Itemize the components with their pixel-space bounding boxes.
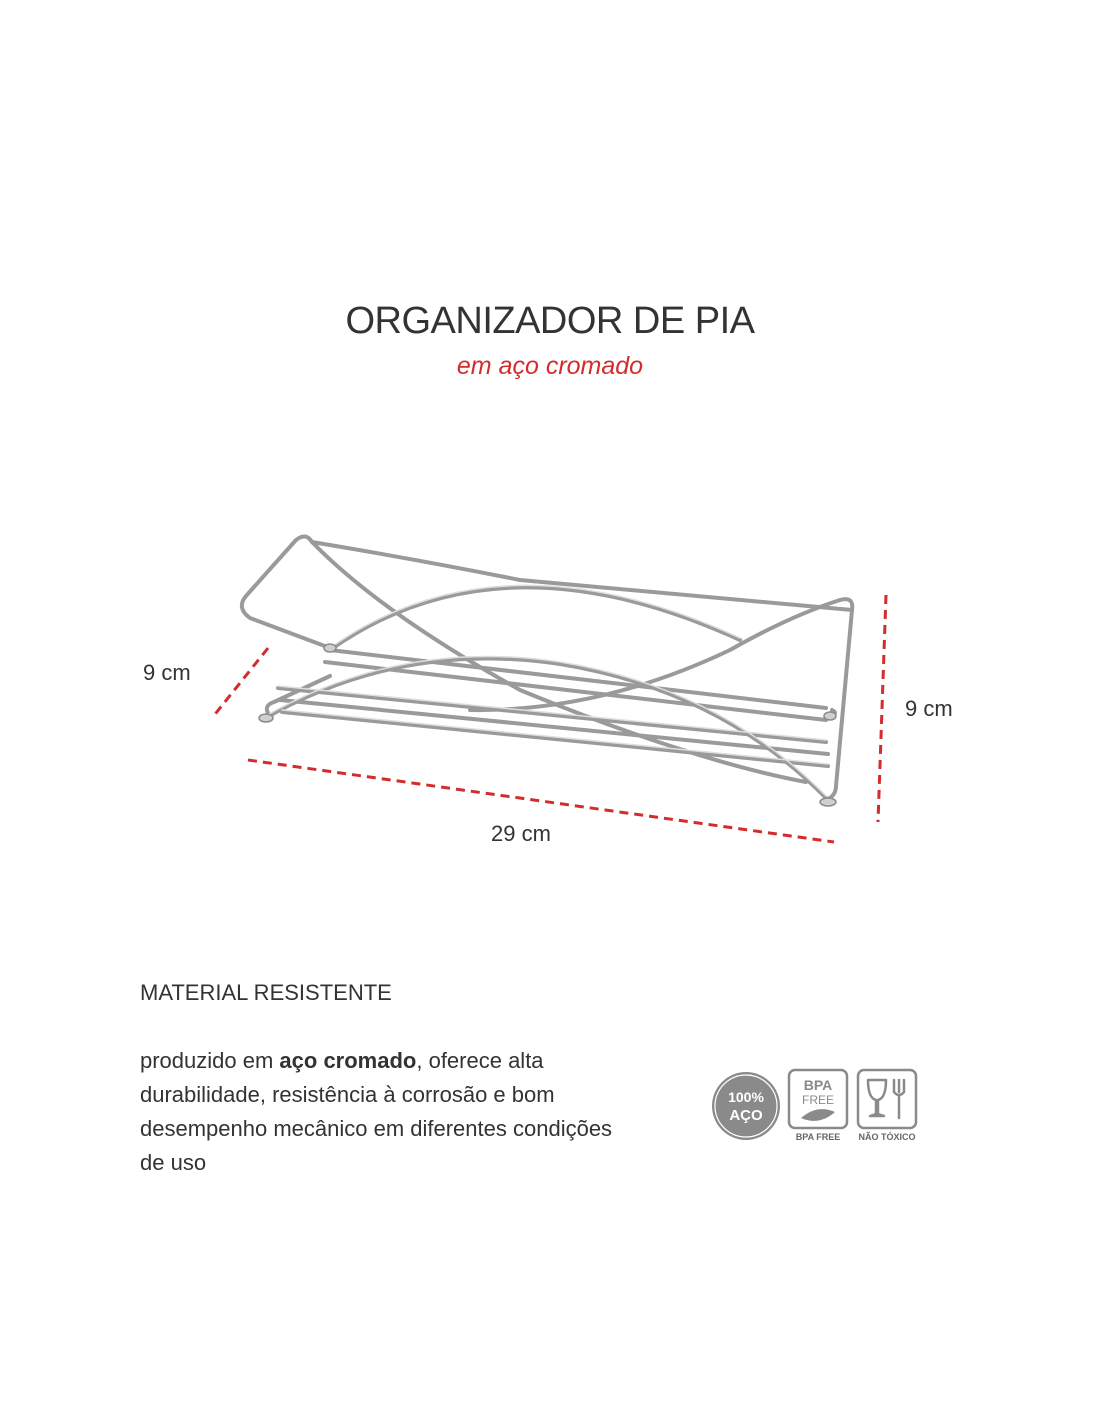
desc-suffix: , oferece alta durabilidade, resistência à corrosão e bom desempenho mecânico em diferentes condições de uso [140, 1048, 613, 1175]
bpa-badge-line2: FREE [801, 1093, 835, 1107]
page-subtitle: em aço cromado [456, 352, 644, 380]
bpa-free-caption: BPA FREE [795, 1132, 841, 1142]
non-toxic-caption: NÃO TÓXICO [858, 1132, 916, 1142]
steel-badge-line1: 100% [728, 1089, 764, 1105]
depth-label: 9 cm [143, 660, 191, 685]
wire-organizer-illustration [242, 536, 852, 806]
desc-prefix: produzido em [140, 1048, 280, 1073]
height-dimension-line [878, 595, 886, 822]
page-title: ORGANIZADOR DE PIA [345, 300, 755, 342]
width-label: 29 cm [491, 821, 551, 846]
height-label: 9 cm [905, 696, 953, 721]
badges-row [708, 1068, 938, 1158]
non-toxic-icon [856, 1068, 918, 1130]
desc-bold: aço cromado [279, 1048, 417, 1073]
material-description [140, 1044, 640, 1180]
dimension-lines [212, 595, 886, 842]
depth-dimension-line [212, 648, 268, 718]
bpa-free-icon [787, 1068, 849, 1130]
steel-badge-line2: AÇO [729, 1107, 763, 1124]
bpa-badge-line1: BPA [803, 1077, 833, 1093]
steel-badge-icon [708, 1068, 784, 1144]
section-title: MATERIAL RESISTENTE [140, 980, 392, 1005]
